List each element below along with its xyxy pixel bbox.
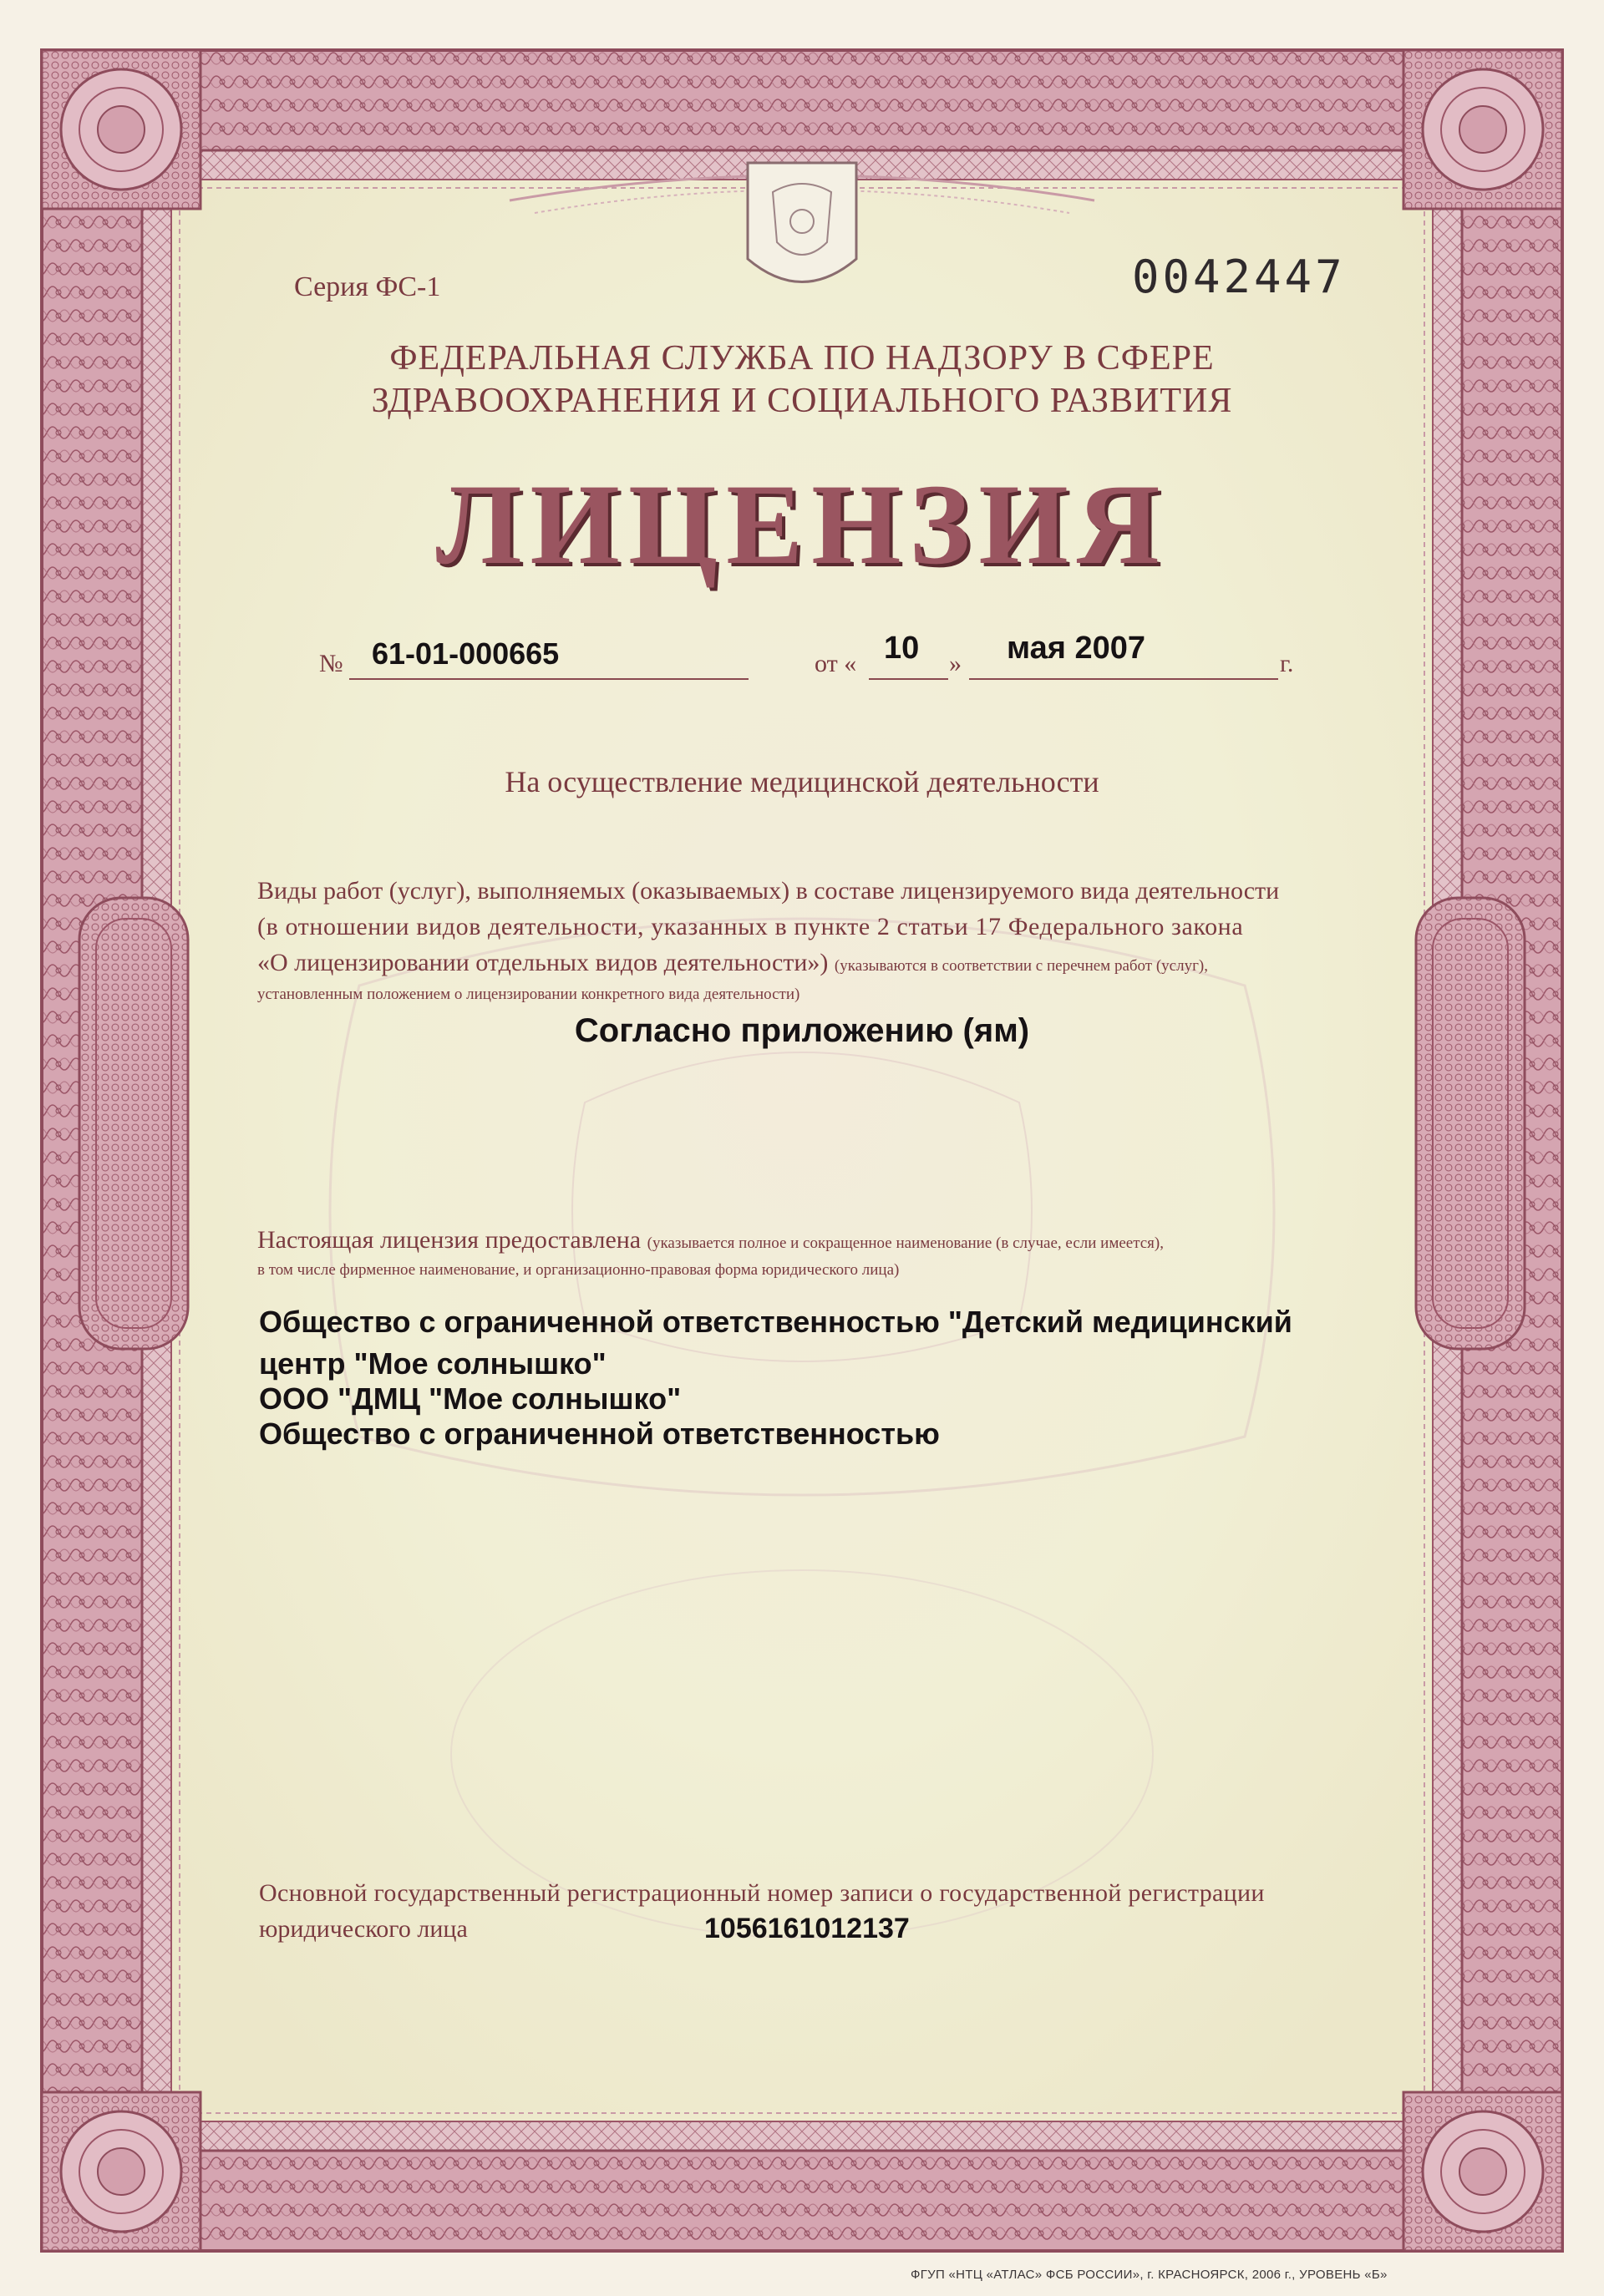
number-label: №: [319, 650, 343, 677]
activity-text: На осуществление медицинской деятельности: [505, 765, 1099, 798]
licensee-short-name: ООО "ДМЦ "Мое солнышко": [259, 1381, 682, 1416]
works-line4-small: установленным положением о лицензировании конкретного вида деятельности): [257, 986, 800, 1003]
works-line3: [257, 949, 1208, 977]
licensee-full-name-line1: Общество с ограниченной ответственностью "Детский медицинский: [259, 1305, 1292, 1339]
corner-rosette-top-right-icon: [1404, 50, 1562, 209]
ogrn-label-line2: юридического лица: [259, 1915, 468, 1943]
agency-name-line1: ФЕДЕРАЛЬНАЯ СЛУЖБА ПО НАДЗОРУ В СФЕРЕ: [389, 339, 1215, 378]
series-label: Серия ФС-1: [294, 271, 441, 302]
licensee-label-main: Настоящая лицензия предоставлена: [257, 1226, 642, 1254]
month-underline: [969, 678, 1278, 680]
serial-number: 0042447: [1132, 251, 1346, 303]
works-value: Согласно приложению (ям): [574, 1012, 1030, 1049]
works-line3-main: «О лицензировании отдельных видов деятельности»): [257, 949, 829, 976]
side-medallion-left-icon: [79, 898, 188, 1349]
works-line3-small: (указываются в соответствии с перечнем работ (услуг),: [834, 957, 1208, 975]
ogrn-value: 1056161012137: [704, 1913, 910, 1944]
corner-rosette-bottom-left-icon: [42, 2092, 200, 2251]
agency-name-line2: ЗДРАВООХРАНЕНИЯ И СОЦИАЛЬНОГО РАЗВИТИЯ: [371, 382, 1233, 420]
coat-of-arms-icon: [748, 163, 856, 282]
license-day: 10: [884, 631, 920, 666]
corner-rosette-bottom-right-icon: [1404, 2092, 1562, 2251]
ogrn-label-line1: Основной государственный регистрационный номер записи о государственной регистрации: [259, 1879, 1265, 1907]
corner-rosette-top-left-icon: [42, 50, 200, 209]
licensee-full-name-line2: центр "Мое солнышко": [259, 1346, 607, 1381]
licensee-legal-form: Общество с ограниченной ответственностью: [259, 1417, 940, 1451]
year-suffix: г.: [1280, 650, 1294, 677]
number-underline: [349, 678, 749, 680]
licensee-label-small: (указывается полное и сокращенное наименование (в случае, если имеется),: [647, 1234, 1165, 1252]
license-number: 61-01-000665: [372, 636, 560, 671]
date-prefix: от «: [815, 650, 857, 677]
side-medallion-right-icon: [1416, 898, 1525, 1349]
works-line1: Виды работ (услуг), выполняемых (оказываемых) в составе лицензируемого вида деятельности: [257, 877, 1280, 905]
day-underline: [869, 678, 948, 680]
licensee-label: [257, 1226, 1164, 1254]
date-mid: »: [949, 650, 962, 677]
works-line2: (в отношении видов деятельности, указанных в пункте 2 статьи 17 Федерального закона: [257, 913, 1244, 940]
printer-imprint: ФГУП «НТЦ «АТЛАС» ФСБ РОССИИ», г. КРАСНОЯРСК, 2006 г., УРОВЕНЬ «Б»: [911, 2268, 1388, 2282]
licensee-label-small2: в том числе фирменное наименование, и организационно-правовая форма юридического лица): [257, 1261, 900, 1279]
document-title: ЛИЦЕНЗИЯ: [435, 460, 1169, 588]
license-month-year: мая 2007: [1007, 631, 1146, 666]
